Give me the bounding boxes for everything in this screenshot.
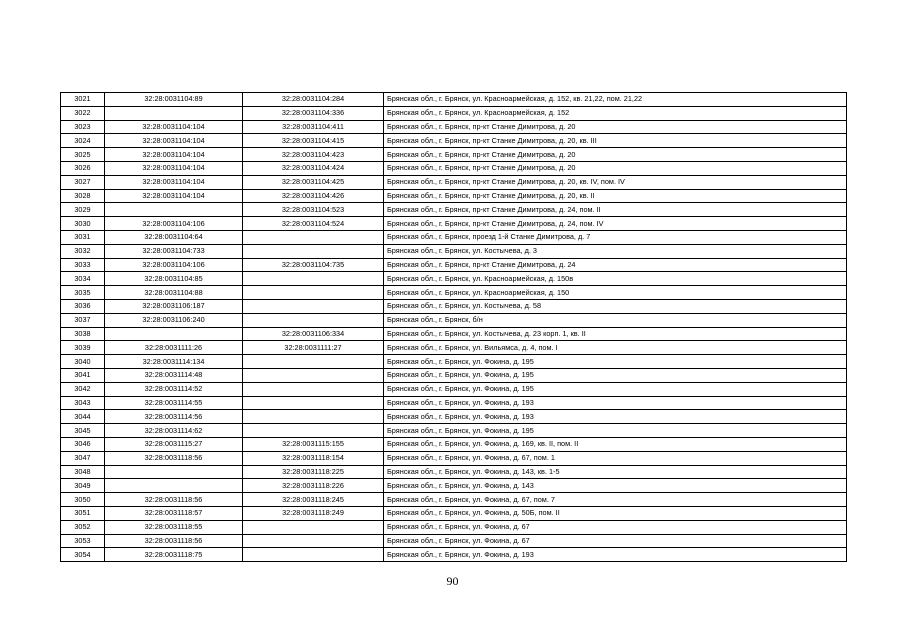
address-cell: Брянская обл., г. Брянск, ул. Вильямса, д. 4, пом. I	[384, 341, 847, 355]
table-row	[61, 341, 847, 355]
cadastral-number-object-cell	[243, 368, 384, 382]
cadastral-number-object-cell: 32:28:0031104:423	[243, 148, 384, 162]
cadastral-number-object-cell: 32:28:0031104:411	[243, 120, 384, 134]
registry-table-body	[61, 93, 847, 562]
address-cell: Брянская обл., г. Брянск, ул. Фокина, д. 67, пом. 7	[384, 493, 847, 507]
table-row	[61, 548, 847, 562]
cadastral-number-parcel-cell	[105, 327, 243, 341]
row-number-cell: 3047	[61, 451, 105, 465]
address-cell: Брянская обл., г. Брянск, пр-кт Станке Димитрова, д. 20, кв. IV, пом. IV	[384, 175, 847, 189]
cadastral-number-parcel-cell: 32:28:0031104:104	[105, 161, 243, 175]
cadastral-number-parcel-cell	[105, 203, 243, 217]
address-cell: Брянская обл., г. Брянск, пр-кт Станке Димитрова, д. 24, пом. II	[384, 203, 847, 217]
cadastral-number-parcel-cell: 32:28:0031104:106	[105, 258, 243, 272]
cadastral-number-object-cell: 32:28:0031111:27	[243, 341, 384, 355]
address-cell: Брянская обл., г. Брянск, ул. Фокина, д. 169, кв. II, пом. II	[384, 437, 847, 451]
cadastral-number-parcel-cell: 32:28:0031114:134	[105, 355, 243, 369]
cadastral-number-parcel-cell: 32:28:0031106:240	[105, 313, 243, 327]
page-number: 90	[446, 574, 459, 588]
address-cell: Брянская обл., г. Брянск, ул. Фокина, д. 195	[384, 368, 847, 382]
row-number-cell: 3023	[61, 120, 105, 134]
address-cell: Брянская обл., г. Брянск, пр-кт Станке Димитрова, д. 20, кв. II	[384, 189, 847, 203]
table-row	[61, 493, 847, 507]
address-cell: Брянская обл., г. Брянск, ул. Костычева, д. 23 корп. 1, кв. II	[384, 327, 847, 341]
row-number-cell: 3043	[61, 396, 105, 410]
row-number-cell: 3046	[61, 437, 105, 451]
address-cell: Брянская обл., г. Брянск, пр-кт Станке Димитрова, д. 24, пом. IV	[384, 217, 847, 231]
address-cell: Брянская обл., г. Брянск, ул. Фокина, д. 193	[384, 548, 847, 562]
cadastral-number-object-cell	[243, 410, 384, 424]
row-number-cell: 3045	[61, 424, 105, 438]
row-number-cell: 3024	[61, 134, 105, 148]
row-number-cell: 3035	[61, 286, 105, 300]
cadastral-number-object-cell: 32:28:0031118:249	[243, 506, 384, 520]
cadastral-number-object-cell: 32:28:0031104:425	[243, 175, 384, 189]
cadastral-number-parcel-cell: 32:28:0031104:106	[105, 217, 243, 231]
cadastral-number-parcel-cell: 32:28:0031118:57	[105, 506, 243, 520]
address-cell: Брянская обл., г. Брянск, ул. Фокина, д. 143, кв. 1-5	[384, 465, 847, 479]
cadastral-number-parcel-cell: 32:28:0031104:104	[105, 134, 243, 148]
cadastral-number-parcel-cell: 32:28:0031118:56	[105, 534, 243, 548]
address-cell: Брянская обл., г. Брянск, ул. Фокина, д. 50Б, пом. II	[384, 506, 847, 520]
address-cell: Брянская обл., г. Брянск, ул. Красноармейская, д. 152, кв. 21,22, пом. 21,22	[384, 93, 847, 107]
cadastral-number-object-cell	[243, 534, 384, 548]
row-number-cell: 3030	[61, 217, 105, 231]
address-cell: Брянская обл., г. Брянск, ул. Фокина, д. 195	[384, 355, 847, 369]
cadastral-number-object-cell: 32:28:0031118:154	[243, 451, 384, 465]
row-number-cell: 3038	[61, 327, 105, 341]
row-number-cell: 3052	[61, 520, 105, 534]
cadastral-number-object-cell: 32:28:0031104:336	[243, 106, 384, 120]
row-number-cell: 3034	[61, 272, 105, 286]
cadastral-number-parcel-cell: 32:28:0031104:89	[105, 93, 243, 107]
table-row	[61, 161, 847, 175]
cadastral-number-parcel-cell: 32:28:0031104:104	[105, 120, 243, 134]
address-cell: Брянская обл., г. Брянск, ул. Фокина, д. 193	[384, 410, 847, 424]
cadastral-number-object-cell: 32:28:0031104:415	[243, 134, 384, 148]
cadastral-number-parcel-cell: 32:28:0031104:104	[105, 175, 243, 189]
cadastral-number-parcel-cell: 32:28:0031104:88	[105, 286, 243, 300]
address-cell: Брянская обл., г. Брянск, ул. Фокина, д. 67	[384, 520, 847, 534]
row-number-cell: 3025	[61, 148, 105, 162]
address-cell: Брянская обл., г. Брянск, пр-кт Станке Димитрова, д. 20	[384, 120, 847, 134]
address-cell: Брянская обл., г. Брянск, ул. Красноармейская, д. 152	[384, 106, 847, 120]
cadastral-number-object-cell: 32:28:0031104:424	[243, 161, 384, 175]
table-row	[61, 410, 847, 424]
row-number-cell: 3042	[61, 382, 105, 396]
cadastral-number-object-cell: 32:28:0031104:523	[243, 203, 384, 217]
table-row	[61, 520, 847, 534]
address-cell: Брянская обл., г. Брянск, ул. Костычева, д. 58	[384, 299, 847, 313]
table-row	[61, 120, 847, 134]
cadastral-number-object-cell: 32:28:0031118:226	[243, 479, 384, 493]
row-number-cell: 3031	[61, 230, 105, 244]
cadastral-number-parcel-cell: 32:28:0031114:56	[105, 410, 243, 424]
cadastral-number-parcel-cell: 32:28:0031118:56	[105, 451, 243, 465]
table-row	[61, 217, 847, 231]
table-row	[61, 189, 847, 203]
row-number-cell: 3050	[61, 493, 105, 507]
table-row	[61, 272, 847, 286]
row-number-cell: 3053	[61, 534, 105, 548]
cadastral-number-parcel-cell: 32:28:0031115:27	[105, 437, 243, 451]
cadastral-number-object-cell: 32:28:0031115:155	[243, 437, 384, 451]
cadastral-number-object-cell: 32:28:0031104:735	[243, 258, 384, 272]
cadastral-number-object-cell	[243, 548, 384, 562]
cadastral-number-parcel-cell: 32:28:0031106:187	[105, 299, 243, 313]
row-number-cell: 3033	[61, 258, 105, 272]
row-number-cell: 3028	[61, 189, 105, 203]
registry-table	[60, 92, 847, 562]
cadastral-number-object-cell	[243, 272, 384, 286]
cadastral-number-parcel-cell: 32:28:0031114:62	[105, 424, 243, 438]
cadastral-number-object-cell	[243, 299, 384, 313]
cadastral-number-object-cell: 32:28:0031118:225	[243, 465, 384, 479]
row-number-cell: 3032	[61, 244, 105, 258]
cadastral-number-parcel-cell: 32:28:0031118:75	[105, 548, 243, 562]
table-row	[61, 134, 847, 148]
address-cell: Брянская обл., г. Брянск, ул. Фокина, д. 195	[384, 424, 847, 438]
cadastral-number-parcel-cell: 32:28:0031118:56	[105, 493, 243, 507]
row-number-cell: 3048	[61, 465, 105, 479]
table-row	[61, 258, 847, 272]
address-cell: Брянская обл., г. Брянск, пр-кт Станке Димитрова, д. 20, кв. III	[384, 134, 847, 148]
cadastral-number-object-cell	[243, 520, 384, 534]
cadastral-number-parcel-cell: 32:28:0031104:733	[105, 244, 243, 258]
address-cell: Брянская обл., г. Брянск, ул. Фокина, д. 195	[384, 382, 847, 396]
cadastral-number-object-cell: 32:28:0031104:426	[243, 189, 384, 203]
cadastral-number-object-cell	[243, 396, 384, 410]
cadastral-number-object-cell	[243, 313, 384, 327]
table-row	[61, 465, 847, 479]
table-row	[61, 437, 847, 451]
cadastral-number-parcel-cell	[105, 106, 243, 120]
table-row	[61, 230, 847, 244]
row-number-cell: 3027	[61, 175, 105, 189]
table-row	[61, 148, 847, 162]
cadastral-number-object-cell	[243, 355, 384, 369]
table-row	[61, 368, 847, 382]
address-cell: Брянская обл., г. Брянск, пр-кт Станке Димитрова, д. 20	[384, 161, 847, 175]
row-number-cell: 3049	[61, 479, 105, 493]
cadastral-number-parcel-cell: 32:28:0031104:85	[105, 272, 243, 286]
cadastral-number-parcel-cell: 32:28:0031104:104	[105, 148, 243, 162]
table-row	[61, 479, 847, 493]
cadastral-number-parcel-cell	[105, 479, 243, 493]
address-cell: Брянская обл., г. Брянск, ул. Красноармейская, д. 150	[384, 286, 847, 300]
row-number-cell: 3051	[61, 506, 105, 520]
cadastral-number-object-cell: 32:28:0031104:284	[243, 93, 384, 107]
cadastral-number-parcel-cell: 32:28:0031104:104	[105, 189, 243, 203]
cadastral-number-object-cell	[243, 286, 384, 300]
table-row	[61, 93, 847, 107]
table-row	[61, 203, 847, 217]
table-row	[61, 451, 847, 465]
row-number-cell: 3044	[61, 410, 105, 424]
address-cell: Брянская обл., г. Брянск, пр-кт Станке Димитрова, д. 24	[384, 258, 847, 272]
table-row	[61, 299, 847, 313]
row-number-cell: 3021	[61, 93, 105, 107]
row-number-cell: 3022	[61, 106, 105, 120]
address-cell: Брянская обл., г. Брянск, пр-кт Станке Димитрова, д. 20	[384, 148, 847, 162]
table-row	[61, 313, 847, 327]
row-number-cell: 3037	[61, 313, 105, 327]
address-cell: Брянская обл., г. Брянск, ул. Фокина, д. 67	[384, 534, 847, 548]
address-cell: Брянская обл., г. Брянск, проезд 1-й Станке Димитрова, д. 7	[384, 230, 847, 244]
row-number-cell: 3041	[61, 368, 105, 382]
row-number-cell: 3029	[61, 203, 105, 217]
cadastral-number-parcel-cell: 32:28:0031114:55	[105, 396, 243, 410]
cadastral-number-object-cell	[243, 424, 384, 438]
cadastral-number-parcel-cell: 32:28:0031114:52	[105, 382, 243, 396]
address-cell: Брянская обл., г. Брянск, б/н	[384, 313, 847, 327]
table-row	[61, 244, 847, 258]
row-number-cell: 3039	[61, 341, 105, 355]
cadastral-number-object-cell	[243, 382, 384, 396]
cadastral-number-parcel-cell: 32:28:0031111:26	[105, 341, 243, 355]
cadastral-number-parcel-cell	[105, 465, 243, 479]
table-row	[61, 355, 847, 369]
cadastral-number-object-cell: 32:28:0031118:245	[243, 493, 384, 507]
table-row	[61, 382, 847, 396]
row-number-cell: 3040	[61, 355, 105, 369]
table-row	[61, 396, 847, 410]
cadastral-number-object-cell	[243, 230, 384, 244]
table-row	[61, 327, 847, 341]
cadastral-number-object-cell	[243, 244, 384, 258]
cadastral-number-object-cell: 32:28:0031104:524	[243, 217, 384, 231]
cadastral-number-parcel-cell: 32:28:0031118:55	[105, 520, 243, 534]
table-row	[61, 286, 847, 300]
address-cell: Брянская обл., г. Брянск, ул. Красноармейская, д. 150в	[384, 272, 847, 286]
table-row	[61, 106, 847, 120]
address-cell: Брянская обл., г. Брянск, ул. Фокина, д. 67, пом. 1	[384, 451, 847, 465]
table-row	[61, 424, 847, 438]
table-row	[61, 175, 847, 189]
address-cell: Брянская обл., г. Брянск, ул. Костычева, д. 3	[384, 244, 847, 258]
cadastral-number-parcel-cell: 32:28:0031104:64	[105, 230, 243, 244]
cadastral-number-parcel-cell: 32:28:0031114:48	[105, 368, 243, 382]
address-cell: Брянская обл., г. Брянск, ул. Фокина, д. 143	[384, 479, 847, 493]
address-cell: Брянская обл., г. Брянск, ул. Фокина, д. 193	[384, 396, 847, 410]
row-number-cell: 3036	[61, 299, 105, 313]
table-row	[61, 534, 847, 548]
cadastral-number-object-cell: 32:28:0031106:334	[243, 327, 384, 341]
row-number-cell: 3026	[61, 161, 105, 175]
row-number-cell: 3054	[61, 548, 105, 562]
table-row	[61, 506, 847, 520]
